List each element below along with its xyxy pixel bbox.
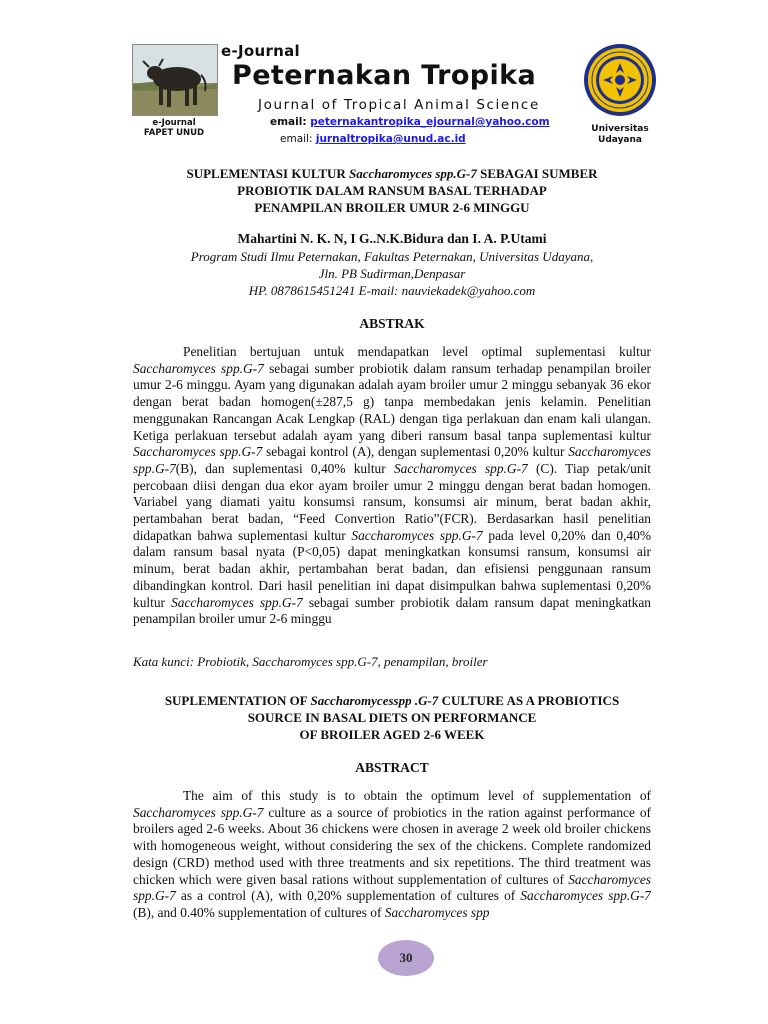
affiliation-line: HP. 0878615451241 E-mail: nauviekadek@yahoo.com [248, 283, 536, 298]
abstract-text: The aim of this study is to obtain the optimum level of supplementation of [183, 788, 651, 803]
species-name: Saccharomyces spp.G-7 [133, 444, 651, 476]
abstrak-text: sebagai sumber probiotik dalam ransum dapat meningkatkan penampilan broiler umur 2-6 minggu [133, 594, 651, 627]
affiliation-line: Jln. PB Sudirman,Denpasar [318, 266, 466, 281]
abstrak-text: sebagai sumber probiotik dalam ransum terhadap penampilan broiler umur 2-6 minggu. Ayam yang digunakan adalah ayam broiler umur 2 minggu sebanyak 36 ekor dengan berat badan homogen(±287,5 g) tanpa membedakan jenis kelamin. Penelitian menggunakan Rancangan Acak Lengkap (RAL) dengan tiga perlakuan dan enam kali ulangan. Ketiga perlakuan tersebut adalah ayam yang diberi ransum basal tanpa suplementasi kultur [133, 360, 651, 443]
abstract-text: as a control (A), with 0,20% supplementation of cultures of [175, 888, 521, 904]
ejournal-label: e-Journal [221, 42, 301, 60]
abstract-heading: ABSTRACT [355, 760, 429, 775]
cattle-photo-drawing [133, 45, 217, 115]
title-species: Saccharomyces spp.G-7 [349, 166, 477, 181]
abstrak-paragraph [133, 344, 651, 628]
journal-subtitle: Journal of Tropical Animal Science [258, 97, 540, 113]
abstrak-text: pada level 0,20% dan 0,40% dalam ransum basal nyata (P<0,05) dapat meningkatkan konsumsi ransum, konsumsi air minum, berat badan akhir, pertambahan berat badan, dan efisiensi penggunaan ransum dibandingkan kontrol. Dari hasil penelitian ini dapat disimpulkan bahwa suplementasi 0,20% kultur [133, 527, 651, 610]
species-name: Saccharomyces spp.G-7 [133, 804, 264, 820]
abstrak-text: (C). Tiap petak/unit percobaan diisi dengan dua ekor ayam broiler umur 2 minggu dengan berat badan homogen. Variabel yang diamati yaitu konsumsi ransum, konsumsi air minum, berat badan akhir, pertambahan berat badan, “Feed Convertion Ratio”(FCR). Berdasarkan hasil penelitian didapatkan bahwa suplementasi kultur [133, 460, 651, 543]
paper-title-indonesian [140, 165, 644, 216]
species-name: Saccharomyces spp.G-7 [520, 888, 651, 904]
email-link-1[interactable]: peternakantropika_ejournal@yahoo.com [310, 116, 550, 128]
abstract-text: culture as a source of probiotics in the ration against performance of broilers aged 2-6 weeks. About 36 chickens were chosen in average 2 week old broiler chickens with homogeneous weight, without considering the sex of the chickens. Complete randomized design (CRD) method used with three treatments and six repetitions. The third treatment was chicken which were given basal rations without supplementation of cultures of [133, 804, 651, 887]
title-text: CULTURE AS A PROBIOTICS [438, 693, 620, 708]
title-text: SUPLEMENTATION OF [164, 693, 311, 708]
title-line: SOURCE IN BASAL DIETS ON PERFORMANCE [247, 710, 537, 725]
species-name: Saccharomyces spp.G-7 [133, 871, 651, 904]
caption-line-1: Universitas [591, 124, 649, 134]
species-name: Saccharomyces spp.G-7 [133, 444, 263, 460]
species-name: Saccharomyces spp.G-7 [133, 360, 264, 376]
abstract-paragraph [133, 788, 651, 924]
cattle-photo [132, 44, 218, 116]
affiliation [140, 248, 644, 299]
title-line: PENAMPILAN BROILER UMUR 2-6 MINGGU [254, 200, 530, 215]
title-species: Saccharomycesspp .G-7 [310, 693, 439, 708]
email-line-2 [280, 133, 466, 145]
email-label: email: [270, 116, 307, 128]
abstrak-heading: ABSTRAK [359, 316, 425, 331]
caption-line-1: e-Journal [152, 118, 196, 128]
species-name: Saccharomyces spp.G-7 [393, 460, 528, 476]
abstrak-text: (B), dan suplementasi 0,40% kultur [175, 460, 394, 476]
journal-title: Peternakan Tropika [232, 60, 537, 91]
title-line [140, 165, 644, 182]
abstrak-text: Penelitian bertujuan untuk mendapatkan level optimal suplementasi kultur [183, 344, 651, 359]
title-text: SUPLEMENTASI KULTUR [186, 166, 350, 181]
email-link-2[interactable]: jurnaltropika@unud.ac.id [315, 133, 466, 145]
page-number: 30 [378, 940, 434, 976]
caption-line-2: Udayana [598, 135, 642, 145]
keywords: Kata kunci: Probiotik, Saccharomyces spp.G-7, penampilan, broiler [133, 654, 488, 669]
faculty-caption [128, 118, 220, 138]
paper-title-english [140, 692, 644, 743]
university-seal-icon [583, 43, 657, 117]
university-caption [578, 124, 662, 146]
abstrak-text: sebagai kontrol (A), dengan suplementasi 0,20% kultur [262, 444, 569, 460]
authors: Mahartini N. K. N, I G..N.K.Bidura dan I. A. P.Utami [237, 231, 547, 246]
caption-line-2: FAPET UNUD [143, 128, 205, 138]
title-line: PROBIOTIK DALAM RANSUM BASAL TERHADAP [237, 183, 547, 198]
species-name: Saccharomyces spp.G-7 [171, 594, 303, 610]
title-line: OF BROILER AGED 2-6 WEEK [299, 727, 485, 742]
species-name: Saccharomyces spp [384, 904, 490, 920]
affiliation-line: Program Studi Ilmu Peternakan, Fakultas Peternakan, Universitas Udayana, [190, 249, 594, 264]
species-name: Saccharomyces spp.G-7 [351, 527, 483, 543]
email-label: email: [280, 133, 313, 145]
abstract-text: (B), and 0.40% supplementation of cultures of [133, 904, 385, 920]
title-line [140, 692, 644, 709]
email-line-1 [270, 116, 550, 128]
title-text: SEBAGAI SUMBER [476, 166, 598, 181]
